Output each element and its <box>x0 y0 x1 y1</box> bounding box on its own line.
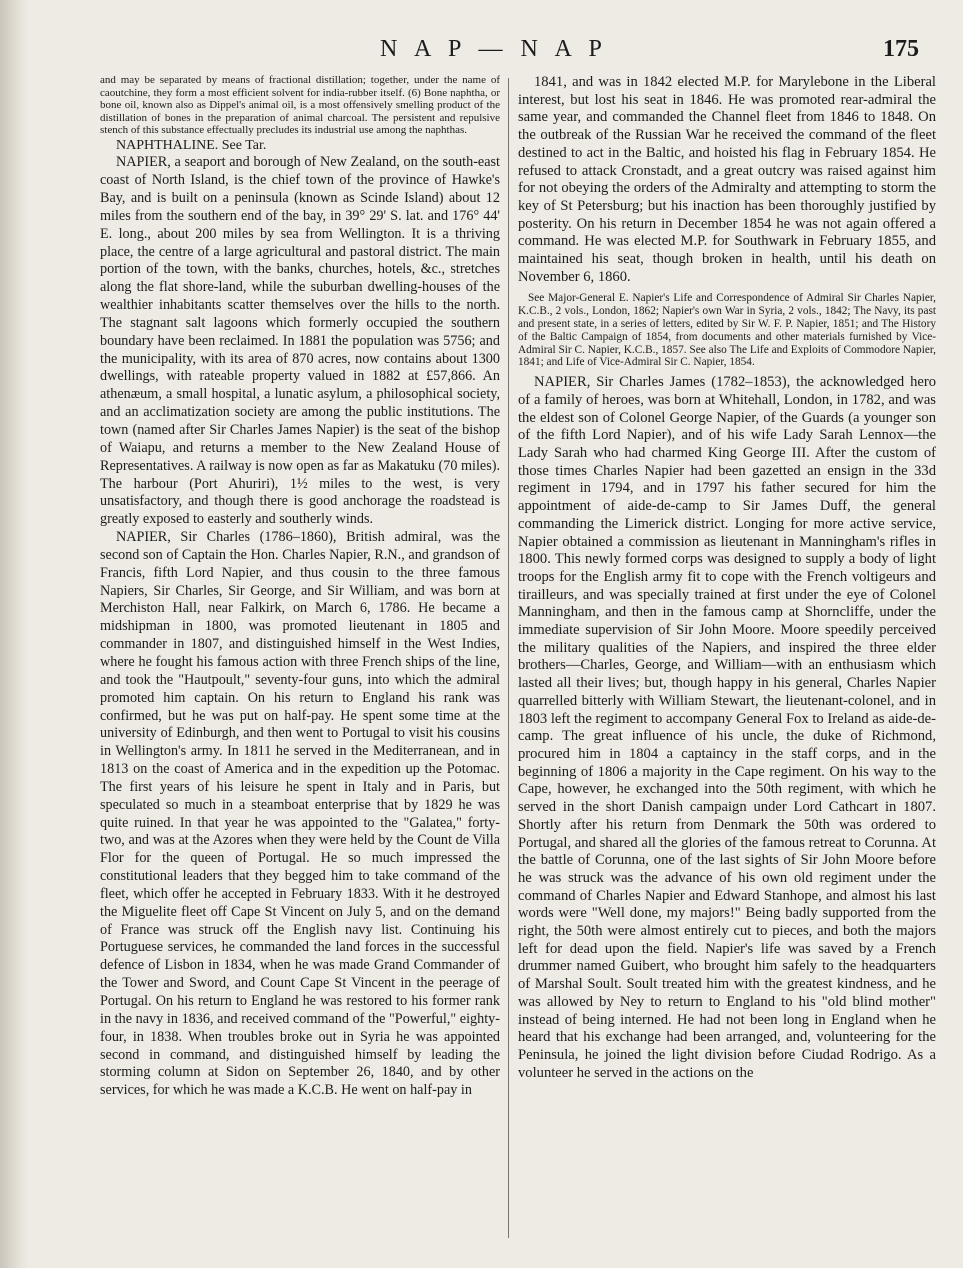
page-gutter <box>0 0 28 1268</box>
page-number: 175 <box>883 36 919 62</box>
page-header <box>0 34 963 70</box>
admiral-references: See Major-General E. Napier's Life and Correspondence of Admiral Sir Charles Napier, K.C.B., 2 vols., London, 1862; Napier's own War in Syria, 2 vols., 1842; The Navy, its past and present state, in a series of letters, edited by Sir W. F. P. Napier, 1851; and The History of the Baltic Campaign of 1854, from documents and other materials furnished by Vice-Admiral Sir C. Napier, K.C.B., 1857. See also The Life and Exploits of Commodore Napier, 1841; and Life of Vice-Admiral Sir C. Napier, 1854. <box>518 292 936 369</box>
running-head: N A P — N A P <box>380 36 608 62</box>
napier-new-zealand-entry: NAPIER, a seaport and borough of New Zealand, on the south-east coast of North Island, is the chief town of the province of Hawke's Bay, and is built on a peninsula (known as Scinde Island) about 12 miles from the southern end of the bay, in 39° 29' S. lat. and 176° 44' E. long., about 200 miles by sea from Wellington. It is a thriving place, the centre of a large agricultural and pastoral district. The main portion of the town, with the banks, churches, hotels, &c., stretches along the flat shore-land, while the suburban dwelling-houses of the wealthier inhabitants scatter themselves over the hills to the north. The stagnant salt lagoons which formerly occupied the southern boundary have been reclaimed. In 1881 the population was 5756; and the municipality, with its area of 870 acres, now contains about 1300 dwellings, with rateable property valued in 1882 at £57,866. An athenæum, a small hospital, a lunatic asylum, a philosophical society, and an acclimatization society are among the public institutions. The town (named after Sir Charles James Napier) is the seat of the bishop of Waiapu, and returns a member to the New Zealand House of Representatives. A railway is now open as far as Makatuku (70 miles). The harbour (Port Ahuriri), 1½ miles to the west, is very unsatisfactory, and though there is good anchorage the roadstead is greatly exposed to easterly and southerly winds. <box>100 154 500 528</box>
naphtha-continued: and may be separated by means of fractional distillation; together, under the name of caoutchine, they form a most efficient solvent for india-rubber itself. (6) Bone naphtha, or bone oil, known also as Dippel's animal oil, is a most offensively smelling product of the distillation of bones in the preparation of animal charcoal. The persistent and repulsive stench of this substance effectually precludes its industrial use among the naphthas. <box>100 74 500 136</box>
napier-sir-charles-james-entry: NAPIER, Sir Charles James (1782–1853), the acknowledged hero of a family of heroes, was born at Whitehall, London, in 1782, and was the eldest son of Colonel George Napier, of the Guards (a younger son of the fifth Lord Napier), and of his wife Lady Sarah Lennox—the Lady Sarah who had charmed King George III. After the custom of those times Charles Napier had been gazetted an ensign in the 33d regiment in 1794, and in 1797 his father secured for him the appointment of aide-de-camp to Sir James Duff, the general commanding the Limerick district. Longing for more active service, Napier obtained a commission as lieutenant in Manningham's rifles in 1800. This newly formed corps was designed to supply a body of light troops for the English army fit to cope with the French voltigeurs and tirailleurs, and was specially trained at first under the eye of Colonel Manningham, and then in the famous camp at Shorncliffe, under the immediate supervision of Sir John Moore. Moore speedily perceived the military qualities of the Napiers, and inspired the three elder brothers—Charles, George, and William—with an enthusiasm which lasted all their lives; but, though happy in his general, Charles Napier quarrelled bitterly with William Stewart, the lieutenant-colonel, and in 1803 left the regiment to accompany General Fox to Ireland as aide-de-camp. The great influence of his uncle, the duke of Richmond, procured him in 1804 a captaincy in the staff corps, and in the beginning of 1806 a majority in the Cape regiment. On his way to the Cape, however, he exchanged into the 50th regiment, with which he served in the short Danish campaign under Lord Cathcart in 1807. Shortly after his return from Denmark the 50th was ordered to Portugal, and shared all the glories of the famous retreat to Corunna. At the battle of Corunna, one of the last sights of Sir John Moore before he was struck was the advance of his own old regiment under the command of Charles Napier and Edward Stanhope, and almost his last words were "Well done, my majors!" Being badly supported from the right, the 50th were almost entirely cut to pieces, and both the majors left for dead upon the field. Napier's life was saved by a French drummer named Guibert, who brought him safely to the headquarters of Marshal Soult. Soult treated him with the greatest kindness, and he was allowed by Ney to return to England to his "old blind mother" instead of being interned. He had not been long in England when he heard that his exchange had been arranged, and, volunteering for the Peninsula, he joined the light division before Ciudad Rodrigo. As a volunteer he served in the actions on the <box>518 374 936 1081</box>
column-divider <box>508 78 509 1238</box>
left-column <box>100 74 500 1244</box>
right-column <box>518 74 936 1244</box>
naphthaline-entry: NAPHTHALINE. See Tar. <box>116 137 267 153</box>
admiral-entry-continued: 1841, and was in 1842 elected M.P. for Marylebone in the Liberal interest, but lost his seat in 1846. He was promoted rear-admiral the same year, and commanded the Channel fleet from 1846 to 1848. On the outbreak of the Russian War he received the command of the fleet destined to act in the Baltic, and hoisted his flag in February 1854. He refused to attack Cronstadt, and a great outcry was raised against him for not obeying the orders of the Admiralty and attempting to storm the key of St Petersburg; but his inaction has been thoroughly justified by posterity. On his return in December 1854 he was not again offered a command. He was elected M.P. for Southwark in February 1855, and maintained his seat, though broken in health, until his death on November 6, 1860. <box>518 74 936 285</box>
napier-sir-charles-admiral-entry: NAPIER, Sir Charles (1786–1860), British admiral, was the second son of Captain the Hon. Charles Napier, R.N., and grandson of Francis, fifth Lord Napier, and thus cousin to the three famous Napiers, Sir Charles, Sir George, and Sir William, and was born at Merchiston Hall, near Falkirk, on March 6, 1786. He became a midshipman in 1800, was promoted lieutenant in 1805 and commander in 1807, and distinguished himself in the West Indies, where he fought his famous action with three French ships of the line, and took the "Hautpoult," seventy-four guns, into which the admiral promoted him captain. On his return to England his rank was confirmed, but he was put on half-pay. He spent some time at the university of Edinburgh, and then went to Portugal to visit his cousins in Wellington's army. In 1811 he served in the Mediterranean, and in 1813 on the coast of America and in the expedition up the Potomac. The first years of his leisure he spent in Italy and in Paris, but speculated so much in a steamboat enterprise that by 1829 he was quite ruined. In that year he was appointed to the "Galatea," forty-two, and was at the Azores when they were held by the Count de Villa Flor for the queen of Portugal. He so much impressed the constitutional leaders that they begged him to take command of the fleet, which offer he accepted in February 1833. With it he destroyed the Miguelite fleet off Cape St Vincent on July 5, and on the demand of France was struck off the English navy list. Continuing his Portuguese services, he commanded the land forces in the successful defence of Lisbon in 1834, when he was made Grand Commander of the Tower and Sword, and Count Cape St Vincent in the peerage of Portugal. On his return to England he was restored to his former rank in the navy in 1836, and received command of the "Powerful," eighty-four, in 1838. When troubles broke out in Syria he was appointed second in command, and distinguished himself by leading the storming column at Sidon on September 26, 1840, and by other services, for which he was made a K.C.B. He went on half-pay in <box>100 529 500 1099</box>
